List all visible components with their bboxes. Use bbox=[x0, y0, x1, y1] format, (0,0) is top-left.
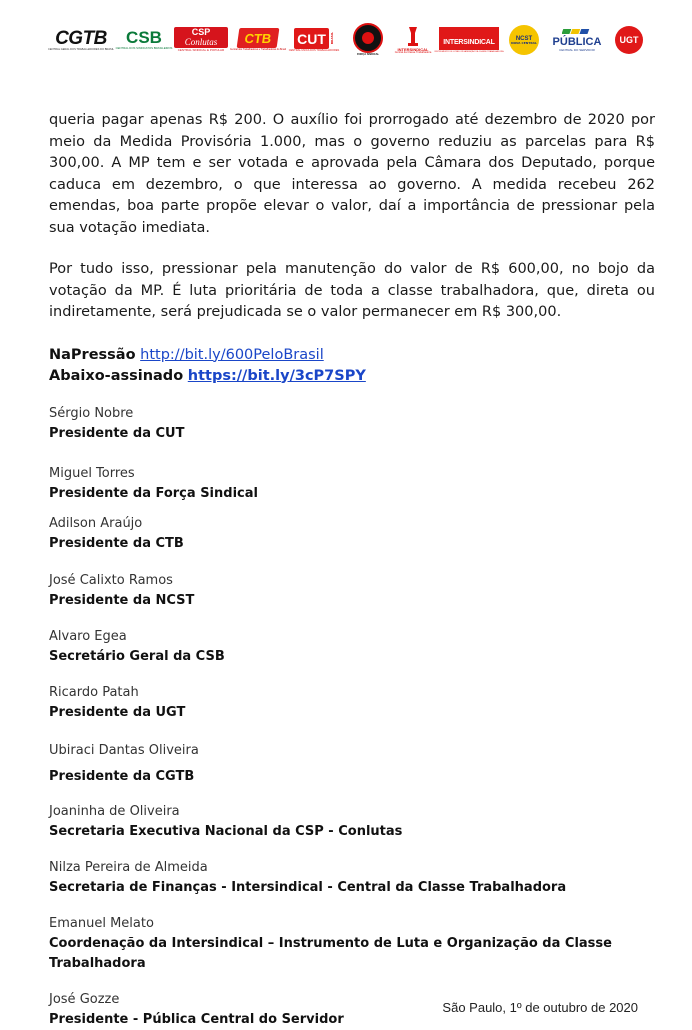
signatory bbox=[49, 858, 655, 898]
signatory-role: Presidente da Força Sindical bbox=[49, 485, 258, 501]
signatories-list bbox=[49, 404, 655, 1030]
napressao-label: NaPressão bbox=[49, 346, 136, 363]
signatory bbox=[49, 464, 655, 504]
signatory-name: Adilson Araújo bbox=[49, 515, 143, 531]
abaixo-assinado-line bbox=[49, 366, 655, 387]
document-body bbox=[49, 110, 655, 1030]
cut-logo: CUT BRASIL CENTRAL ÚNICA DOS TRABALHADORES bbox=[286, 20, 342, 60]
signatory-role: Presidente da NCST bbox=[49, 592, 195, 608]
signatory-role: Presidente da UGT bbox=[49, 704, 186, 720]
signatory bbox=[49, 571, 655, 611]
napressao-line bbox=[49, 345, 655, 366]
signatory-role: Secretário Geral da CSB bbox=[49, 648, 225, 664]
signatory-role: Presidente da CGTB bbox=[49, 768, 195, 784]
ncst-logo: NCST NOVA CENTRAL bbox=[506, 20, 542, 60]
signatory bbox=[49, 514, 655, 554]
ugt-logo: UGT bbox=[612, 20, 646, 60]
signatory-name: Sérgio Nobre bbox=[49, 405, 134, 421]
intersindical-central-logo: INTERSINDICAL Central da Classe Trabalhadora bbox=[392, 20, 434, 60]
signatory-role: Presidente - Pública Central do Servidor bbox=[49, 1011, 344, 1027]
signatory bbox=[49, 627, 655, 667]
abaixo-assinado-label: Abaixo-assinado bbox=[49, 367, 184, 384]
publica-logo: PÚBLICA CENTRAL DO SERVIDOR bbox=[548, 20, 606, 60]
abaixo-assinado-link[interactable]: https://bit.ly/3cP7SPY bbox=[187, 367, 366, 384]
signatory-name: José Calixto Ramos bbox=[49, 572, 173, 588]
signatory-role: Coordenação da Intersindical – Instrumento de Luta e Organização da Classe Trabalhadora bbox=[49, 935, 612, 971]
links-block bbox=[49, 345, 655, 387]
signatory-role: Secretaria de Finanças - Intersindical - Central da Classe Trabalhadora bbox=[49, 879, 567, 895]
ctb-logo: CTB Central dos Trabalhadores e Trabalhadoras do Brasil bbox=[236, 20, 280, 60]
signatory-role: Secretaria Executiva Nacional da CSP - Conlutas bbox=[49, 823, 403, 839]
signatory-role: Presidente da CTB bbox=[49, 535, 184, 551]
signatory-name: Ricardo Patah bbox=[49, 684, 139, 700]
paragraph-auxilio: queria pagar apenas R$ 200. O auxílio foi prorrogado até dezembro de 2020 por meio da Medida Provisória 1.000, mas o governo reduziu as parcelas para R$ 300,00. A MP tem e ser votada e aprovada pela Câmara dos Deputado, porque caduca em dezembro, o que interessa ao governo. A medida recebeu 262 emendas, boa parte propõe elevar o valor, daí a importância de pressionar pela sua votação imediata. bbox=[49, 112, 655, 236]
signatory-name: Alvaro Egea bbox=[49, 628, 127, 644]
csp-conlutas-logo: CSP Conlutas CENTRAL SINDICAL E POPULAR bbox=[174, 20, 228, 60]
torch-icon bbox=[405, 25, 421, 47]
signatory bbox=[49, 802, 655, 842]
signatory-name: José Gozze bbox=[49, 991, 120, 1007]
csb-logo: CSB CENTRAL DOS SINDICATOS BRASILEIROS bbox=[115, 28, 173, 51]
signatory bbox=[49, 914, 655, 974]
document-date: São Paulo, 1º de outubro de 2020 bbox=[442, 1000, 638, 1015]
logo-strip bbox=[48, 20, 646, 60]
signatory-name: Miguel Torres bbox=[49, 465, 135, 481]
cgtb-logo: CGTB CENTRAL GERAL DOS TRABALHADORES DO BRASIL bbox=[48, 27, 114, 51]
signatory-name: Nilza Pereira de Almeida bbox=[49, 859, 208, 875]
paragraph-pressao: Por tudo isso, pressionar pela manutenção do valor de R$ 600,00, no bojo da votação da MP. É luta prioritária de toda a classe trabalhadora, que, direta ou indiretamente, será prejudicada se o valor permanecer em R$ 300,00. bbox=[49, 261, 655, 320]
signatory bbox=[49, 404, 655, 444]
signatory-role: Presidente da CUT bbox=[49, 425, 185, 441]
signatory bbox=[49, 741, 655, 787]
forca-sindical-logo: FORÇA SINDICAL bbox=[350, 20, 386, 60]
napressao-link[interactable]: http://bit.ly/600PeloBrasil bbox=[140, 346, 324, 363]
signatory-name: Ubiraci Dantas Oliveira bbox=[49, 742, 199, 758]
signatory-name: Joaninha de Oliveira bbox=[49, 803, 180, 819]
intersindical-instrumento-logo: INTERSINDICAL INSTRUMENTO DE LUTA E ORGANIZAÇÃO DA CLASSE TRABALHADORA bbox=[440, 20, 498, 60]
signatory-name: Emanuel Melato bbox=[49, 915, 154, 931]
signatory bbox=[49, 683, 655, 723]
